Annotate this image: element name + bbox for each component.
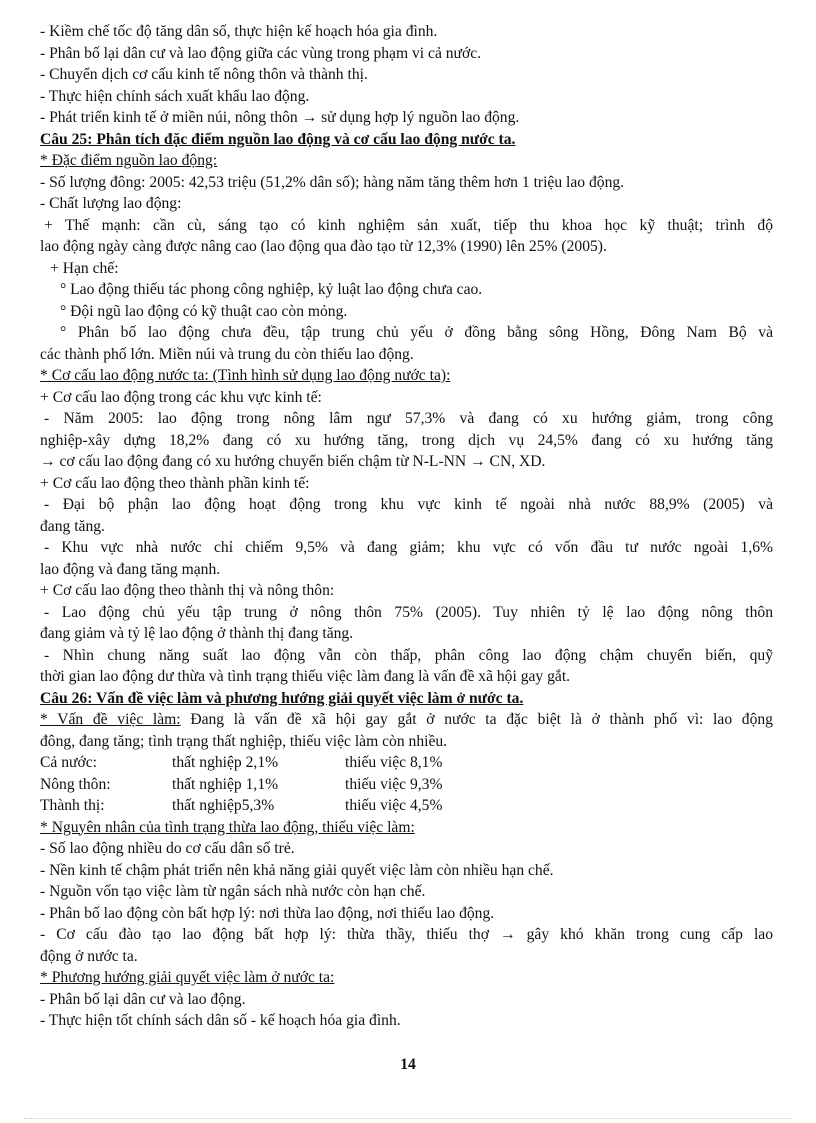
text-line: ° Phân bố lao động chưa đều, tập trung chủ yếu ở đồng bằng sông Hồng, Đông Nam Bộ và [60,324,773,341]
stats-unemployment: thất nghiệp 1,1% [172,775,279,793]
text-line: nghiệp-xây dựng 18,2% đang có xu hướng tăng, trong dịch vụ 24,5% đang có xu hướng tăng [40,431,773,449]
text-line: - Lao động chủ yếu tập trung ở nông thôn 75% (2005). Tuy nhiên tỷ lệ lao động nông thôn [44,603,773,621]
page-number: 14 [400,1056,416,1073]
question-26-heading: Câu 26: Vấn đề việc làm và phương hướng giải quyết việc làm ở nước ta. [40,689,524,707]
stats-area: Nông thôn: [40,775,111,793]
text-line: thời gian lao động dư thừa và tình trạng thiếu việc làm đang là vấn đề xã hội gay gắt. [40,668,571,685]
section-heading: * Đặc điểm nguồn lao động: [40,152,218,169]
text-line: - Thực hiện chính sách xuất khẩu lao động. [40,87,310,105]
text-line: - Năm 2005: lao động trong nông lâm ngư 57,3% và đang có xu hướng giảm, trong công [44,410,773,427]
text-line: động ở nước ta. [40,947,138,965]
text-line: - Nhìn chung năng suất lao động vẫn còn thấp, phân công lao động chậm chuyển biến, quỹ [44,646,773,664]
stats-unemployment: thất nghiệp5,3% [172,797,275,814]
text-line: các thành phố lớn. Miền núi và trung du còn thiếu lao động. [40,345,414,363]
text-line: + Hạn chế: [50,259,119,277]
stats-underemployment: thiếu việc 4,5% [345,797,443,814]
text-line: - Số lượng đông: 2005: 42,53 triệu (51,2% dân số); hàng năm tăng thêm hơn 1 triệu lao động. [40,173,625,191]
text-line: đang tăng. [40,517,105,535]
footer-divider [24,1118,792,1119]
text-line: - Kiềm chế tốc độ tăng dân số, thực hiện kế hoạch hóa gia đình. [40,23,438,40]
text-line: - Phân bố lại dân cư và lao động giữa các vùng trong phạm vi cả nước. [40,44,482,62]
employment-text: Đang là vấn đề xã hội gay gắt ở nước ta đặc biệt là ở thành phố vì: lao động [180,711,773,728]
employment-label: * Vấn đề việc làm: [40,711,181,728]
text-line: - Đại bộ phận lao động hoạt động trong khu vực kinh tế ngoài nhà nước 88,9% (2005) và [44,496,773,513]
employment-intro-line [40,710,773,730]
text-line: lao động và đang tăng mạnh. [40,560,221,578]
section-heading: * Nguyên nhân của tình trạng thừa lao động, thiếu việc làm: [40,818,415,836]
stats-unemployment: thất nghiệp 2,1% [172,754,279,771]
section-heading: * Phương hướng giải quyết việc làm ở nước ta: [40,969,335,986]
text-line: - Phát triển kinh tế ở miền núi, nông thôn → sử dụng hợp lý nguồn lao động. [40,109,520,126]
text-line: - Nền kinh tế chậm phát triển nên khả năng giải quyết việc làm còn nhiều hạn chế. [40,861,554,879]
text-line: - Số lao động nhiều do cơ cấu dân số trẻ. [40,840,295,857]
text-line: đông, đang tăng; tình trạng thất nghiệp, thiếu việc làm còn nhiều. [40,732,448,750]
text-line: đang giảm và tỷ lệ lao động ở thành thị đang tăng. [40,625,354,642]
text-line: + Cơ cấu lao động theo thành thị và nông thôn: [40,582,335,599]
text-line: - Thực hiện tốt chính sách dân số - kế hoạch hóa gia đình. [40,1012,401,1029]
text-line: - Nguồn vốn tạo việc làm từ ngân sách nhà nước còn hạn chế. [40,883,426,900]
text-line: - Chuyển dịch cơ cấu kinh tế nông thôn và thành thị. [40,66,368,83]
text-line: + Thế mạnh: cần cù, sáng tạo có kinh nghiệm sản xuất, tiếp thu khoa học kỹ thuật; trình độ [44,216,773,234]
text-line: lao động ngày càng được nâng cao (lao động qua đào tạo từ 12,3% (1990) lên 25% (2005). [40,238,607,255]
text-line: ° Lao động thiếu tác phong công nghiệp, kỷ luật lao động chưa cao. [60,281,483,298]
text-line: - Phân bố lại dân cư và lao động. [40,990,246,1008]
text-line: ° Đội ngũ lao động có kỹ thuật cao còn mỏng. [60,302,348,320]
text-line: - Cơ cấu đào tạo lao động bất hợp lý: thừa thầy, thiếu thợ → gây khó khăn trong cung cấp lao [40,926,773,943]
section-heading: * Cơ cấu lao động nước ta: (Tình hình sử dụng lao động nước ta): [40,367,451,384]
text-line: - Phân bố lao động còn bất hợp lý: nơi thừa lao động, nơi thiếu lao động. [40,904,495,922]
text-line: - Chất lượng lao động: [40,195,182,212]
question-25-heading: Câu 25: Phân tích đặc điểm nguồn lao động và cơ cấu lao động nước ta. [40,130,516,148]
text-line: - Khu vực nhà nước chỉ chiếm 9,5% và đang giảm; khu vực có vốn đầu tư nước ngoài 1,6% [44,539,773,556]
text-line: → cơ cấu lao động đang có xu hướng chuyển biến chậm từ N-L-NN → CN, XD. [40,453,546,470]
text-line: + Cơ cấu lao động trong các khu vực kinh tế: [40,388,322,406]
stats-underemployment: thiếu việc 9,3% [345,775,443,793]
stats-area: Thành thị: [40,797,105,814]
text-line: + Cơ cấu lao động theo thành phần kinh tế: [40,474,310,492]
stats-area: Cả nước: [40,754,97,771]
stats-underemployment: thiếu việc 8,1% [345,754,443,771]
